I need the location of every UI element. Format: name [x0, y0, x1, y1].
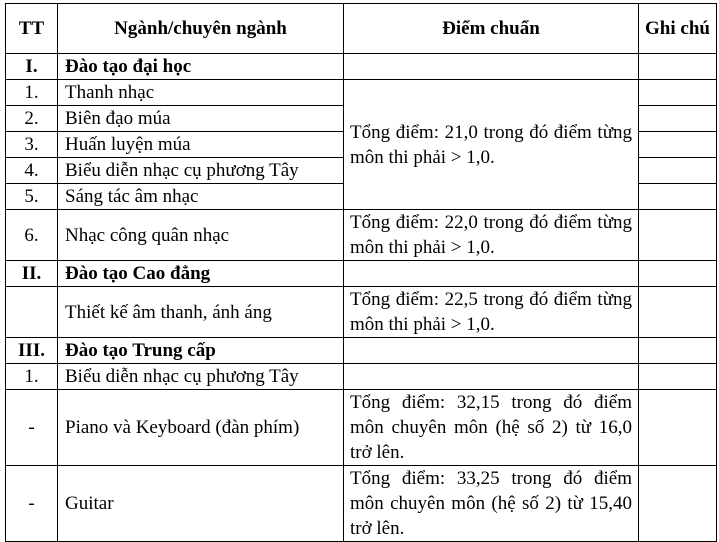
note-cell [639, 466, 717, 542]
section-row [6, 54, 717, 80]
empty-cell [344, 54, 639, 80]
row-tt: 1. [6, 80, 58, 106]
section-title: Đào tạo Trung cấp [58, 338, 344, 364]
row-tt: - [6, 466, 58, 542]
table-row [6, 466, 717, 542]
note-cell [639, 261, 717, 287]
empty-cell [344, 338, 639, 364]
section-title: Đào tạo Cao đẳng [58, 261, 344, 287]
row-name: Nhạc công quân nhạc [58, 210, 344, 261]
row-name: Thanh nhạc [58, 80, 344, 106]
score-cell: Tổng điểm: 22,0 trong đó điểm từng môn thi phải > 1,0. [344, 210, 639, 261]
row-name: Piano và Keyboard (đàn phím) [58, 390, 344, 466]
header-diem: Điểm chuẩn [344, 4, 639, 54]
score-cell: Tổng điểm: 32,15 trong đó điểm môn chuyên môn (hệ số 2) từ 16,0 trở lên. [344, 390, 639, 466]
row-name: Biểu diễn nhạc cụ phương Tây [58, 158, 344, 184]
section-tt: II. [6, 261, 58, 287]
note-cell [639, 132, 717, 158]
empty-cell [344, 261, 639, 287]
note-cell [639, 390, 717, 466]
note-cell [639, 364, 717, 390]
row-tt [6, 287, 58, 338]
table-row [6, 390, 717, 466]
row-name: Biểu diễn nhạc cụ phương Tây [58, 364, 344, 390]
section-title: Đào tạo đại học [58, 54, 344, 80]
row-tt: 6. [6, 210, 58, 261]
header-tt: TT [6, 4, 58, 54]
note-cell [639, 158, 717, 184]
section-tt: III. [6, 338, 58, 364]
table-row [6, 287, 717, 338]
table-row [6, 80, 717, 106]
row-tt: 1. [6, 364, 58, 390]
admission-score-table [5, 3, 717, 542]
header-ghichu: Ghi chú [639, 4, 717, 54]
row-tt: 5. [6, 184, 58, 210]
row-tt: - [6, 390, 58, 466]
note-cell [639, 210, 717, 261]
header-nganh: Ngành/chuyên ngành [58, 4, 344, 54]
score-cell: Tổng điểm: 21,0 trong đó điểm từng môn thi phải > 1,0. [344, 80, 639, 210]
note-cell [639, 338, 717, 364]
row-name: Thiết kế âm thanh, ánh áng [58, 287, 344, 338]
row-tt: 4. [6, 158, 58, 184]
section-row [6, 261, 717, 287]
row-tt: 3. [6, 132, 58, 158]
row-tt: 2. [6, 106, 58, 132]
table-row [6, 210, 717, 261]
table-row [6, 364, 717, 390]
note-cell [639, 80, 717, 106]
note-cell [639, 287, 717, 338]
row-name: Guitar [58, 466, 344, 542]
note-cell [639, 184, 717, 210]
empty-cell [344, 364, 639, 390]
section-row [6, 338, 717, 364]
score-cell: Tổng điểm: 22,5 trong đó điểm từng môn thi phải > 1,0. [344, 287, 639, 338]
note-cell [639, 106, 717, 132]
section-tt: I. [6, 54, 58, 80]
score-cell: Tổng điểm: 33,25 trong đó điểm môn chuyên môn (hệ số 2) từ 15,40 trở lên. [344, 466, 639, 542]
row-name: Biên đạo múa [58, 106, 344, 132]
row-name: Sáng tác âm nhạc [58, 184, 344, 210]
note-cell [639, 54, 717, 80]
row-name: Huấn luyện múa [58, 132, 344, 158]
header-row [6, 4, 717, 54]
